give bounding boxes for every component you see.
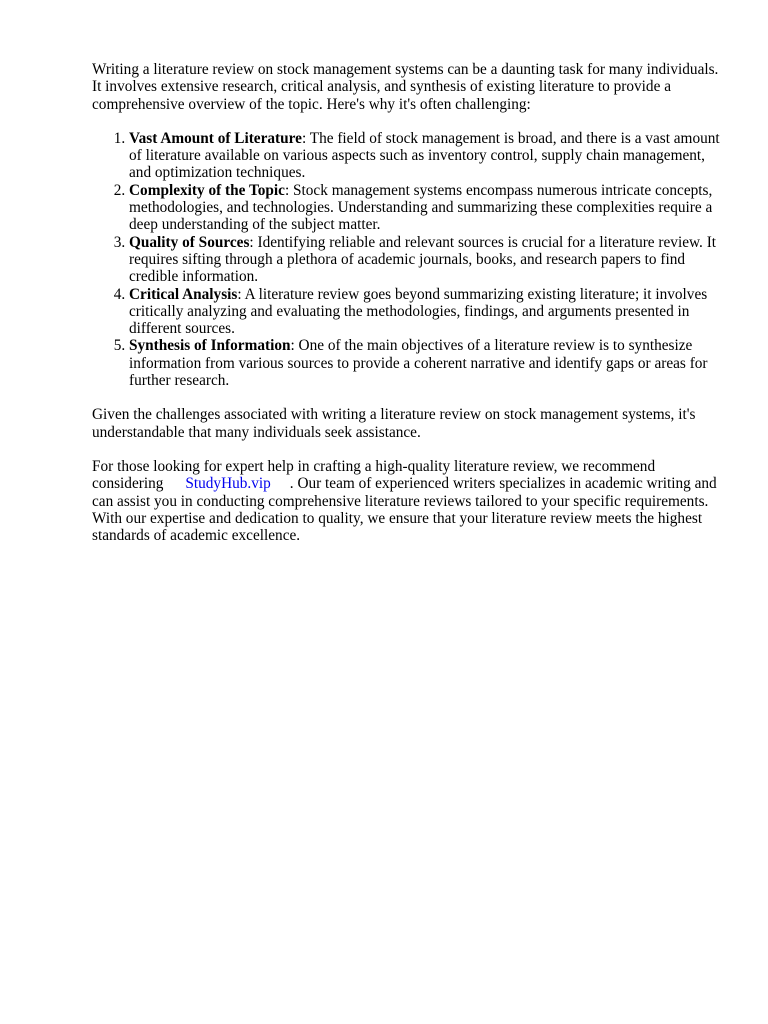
recommendation-paragraph <box>92 458 724 544</box>
list-item-text: The field of stock management is broad, and there is a vast amount of literature available on various aspects such as inventory control, supply chain management, and optimization techniques. <box>129 129 720 182</box>
list-item-separator: : <box>249 233 254 251</box>
studyhub-link[interactable]: StudyHub.vip <box>185 475 271 493</box>
recommendation-text-after: . Our team of experienced writers specializes in academic writing and can assist you in conducting comprehensive literature reviews tailored to your specific requirements. With our expertise and dedication to quality, we ensure that your literature review meets the highest standards of academic excellence. <box>92 475 717 545</box>
list-item-separator: : <box>301 129 307 147</box>
list-item-text: One of the main objectives of a literature review is to synthesize information from various sources to provide a coherent narrative and identify gaps or areas for further research. <box>129 337 708 390</box>
recommendation-text-before: For those looking for expert help in crafting a high-quality literature review, we recommend considering <box>92 457 656 493</box>
challenges-list <box>92 130 724 389</box>
list-item-text: Identifying reliable and relevant sources is crucial for a literature review. It requires sifting through a plethora of academic journals, books, and research papers to find credible information. <box>129 233 717 286</box>
list-item <box>129 182 724 234</box>
document-page <box>92 61 724 544</box>
list-item-separator: : <box>284 181 290 199</box>
list-item <box>129 130 724 182</box>
list-item-text: A literature review goes beyond summarizing existing literature; it involves critically analyzing and evaluating the methodologies, findings, and arguments presented in different sources. <box>129 285 708 338</box>
assistance-paragraph: Given the challenges associated with writing a literature review on stock management systems, it's understandable that many individuals seek assistance. <box>92 406 696 441</box>
list-item-text: Stock management systems encompass numerous intricate concepts, methodologies, and technologies. Understanding and summarizing these complexities require a deep understanding of the subject matter. <box>129 181 713 234</box>
list-item-term: Quality of Sources <box>129 233 250 251</box>
list-item-term: Synthesis of Information <box>129 337 291 355</box>
list-item-separator: : <box>237 285 242 303</box>
list-item-term: Critical Analysis <box>129 285 238 303</box>
list-item-term: Complexity of the Topic <box>129 181 285 199</box>
list-item <box>129 286 724 338</box>
list-item <box>129 337 724 389</box>
list-item <box>129 234 724 286</box>
list-item-separator: : <box>290 337 295 355</box>
list-item-term: Vast Amount of Literature <box>129 129 302 147</box>
intro-paragraph: Writing a literature review on stock management systems can be a daunting task for many individuals. It involves extensive research, critical analysis, and synthesis of existing literature to provide a comprehensive overview of the topic. Here's why it's often challenging: <box>92 61 719 113</box>
